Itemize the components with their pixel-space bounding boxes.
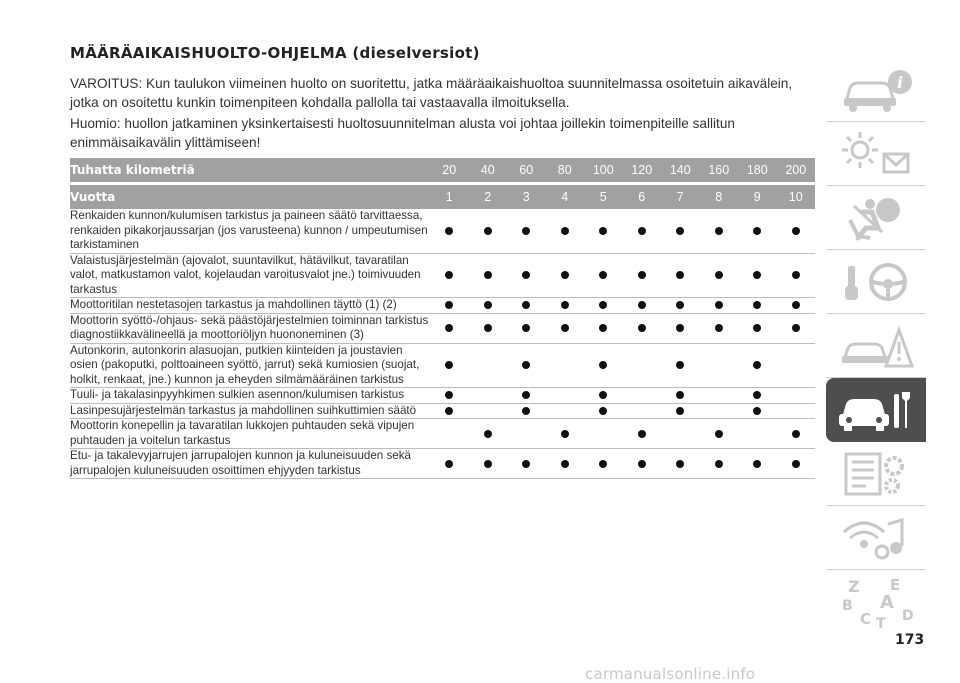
schedule-cell [700,419,739,449]
note-text: Huomio: huollon jatkaminen yksinkertaisesti huoltosuunnitelman alusta voi johtaa joillekin toimenpiteille sallitun enimmäisaikavälin ylittämiseen! [70,116,735,150]
schedule-cell [507,209,546,253]
schedule-cell [661,388,700,404]
schedule-cell [546,298,585,314]
table-row [70,209,815,253]
service-dot [522,324,530,332]
service-dot [599,391,607,399]
service-dot [522,460,530,468]
service-dot [445,361,453,369]
schedule-cell [623,449,662,479]
km-header-value: 200 [777,158,816,182]
schedule-cell [777,209,816,253]
table-row [70,343,815,388]
schedule-cell [738,298,777,314]
task-description: Moottorin konepellin ja tavaratilan lukkojen puhtauden sekä vipujen puhtauden ja voitelun tarkastus [70,419,430,449]
schedule-cell [623,419,662,449]
index-letter: C [860,610,872,628]
schedule-cell [430,343,469,388]
schedule-cell [469,449,508,479]
schedule-cell [700,403,739,419]
schedule-cell [469,209,508,253]
service-dot [753,460,761,468]
tab-starting-driving[interactable] [826,250,926,314]
task-description: Valaistusjärjestelmän (ajovalot, suuntavilkut, hätävilkut, tavaratilan valot, matkustamon valot, kojelaudan varoitusvalot jne.) toimivuuden tarkastus [70,253,430,298]
schedule-cell [777,298,816,314]
service-dot [676,271,684,279]
schedule-cell [700,298,739,314]
schedule-cell [469,313,508,343]
service-dot [676,361,684,369]
years-header-label: Vuotta [70,185,430,209]
schedule-cell [661,403,700,419]
service-dot [484,430,492,438]
schedule-cell [546,209,585,253]
schedule-cell [584,298,623,314]
schedule-cell [507,388,546,404]
service-dot [753,227,761,235]
schedule-cell [584,403,623,419]
task-description: Tuuli- ja takalasinpyyhkimen sulkien asennon/kulumisen tarkistus [70,388,430,404]
service-dot [522,391,530,399]
service-dot [676,407,684,415]
service-dot [561,324,569,332]
service-dot [792,301,800,309]
schedule-cell [469,388,508,404]
maintenance-schedule-table [70,158,815,479]
schedule-cell [777,343,816,388]
schedule-cell [507,403,546,419]
table-row [70,388,815,404]
years-header-value: 3 [507,185,546,209]
service-dot [561,301,569,309]
km-header-value: 160 [700,158,739,182]
schedule-cell [469,253,508,298]
service-dot [715,460,723,468]
schedule-cell [469,343,508,388]
schedule-cell [507,449,546,479]
table-row [70,449,815,479]
task-description: Moottoritilan nestetasojen tarkastus ja mahdollinen täyttö (1) (2) [70,298,430,314]
service-dot [676,227,684,235]
service-dot [561,430,569,438]
service-dot [753,407,761,415]
schedule-cell [777,449,816,479]
table-row [70,419,815,449]
schedule-cell [430,209,469,253]
tab-index[interactable] [826,570,926,634]
warning-text: VAROITUS: Kun taulukon viimeinen huolto on suoritettu, jatka määräaikaishuoltoa suunnitelmassa osoitetuin aikavälein, jotka on osoitettu kunkin toimenpiteen kohdalla pallolla tai vastaavalla ilmoituksella. [70,76,793,110]
schedule-cell [623,388,662,404]
schedule-cell [700,388,739,404]
schedule-cell [700,449,739,479]
service-dot [599,361,607,369]
km-header-value: 120 [623,158,662,182]
service-dot [676,460,684,468]
table-row [70,298,815,314]
service-dot [638,271,646,279]
service-dot [638,324,646,332]
task-description: Renkaiden kunnon/kulumisen tarkistus ja paineen säätö tarvittaessa, renkaiden pikakorjaussarjan (jos varusteena) kunnon / umpeutumisen tarkistaminen [70,209,430,253]
service-dot [753,324,761,332]
km-header-value: 180 [738,158,777,182]
service-dot [792,430,800,438]
service-dot [599,460,607,468]
schedule-cell [584,343,623,388]
schedule-cell [623,343,662,388]
tab-maintenance[interactable] [826,378,926,442]
service-dot [445,324,453,332]
km-header-value: 80 [546,158,585,182]
km-header-value: 20 [430,158,469,182]
schedule-cell [738,209,777,253]
schedule-cell [661,313,700,343]
tab-vehicle-info[interactable] [826,58,926,122]
schedule-cell [661,253,700,298]
years-header-value: 5 [584,185,623,209]
service-dot [484,271,492,279]
schedule-cell [738,403,777,419]
watermark: carmanualsonline.info [585,665,756,683]
schedule-cell [584,449,623,479]
years-header-value: 8 [700,185,739,209]
page-number: 173 [895,632,925,648]
service-dot [715,301,723,309]
service-dot [599,227,607,235]
table-row [70,313,815,343]
service-dot [599,301,607,309]
car-service-tools-icon [836,384,916,436]
table-row [70,253,815,298]
years-header-value: 1 [430,185,469,209]
service-dot [753,301,761,309]
tab-technical-data[interactable] [826,442,926,506]
service-dot [638,227,646,235]
schedule-cell [469,298,508,314]
schedule-cell [623,403,662,419]
years-header-value: 7 [661,185,700,209]
service-dot [792,227,800,235]
schedule-cell [584,253,623,298]
car-info-icon [836,64,916,116]
schedule-cell [430,403,469,419]
service-dot [561,460,569,468]
service-dot [753,391,761,399]
multimedia-icon [836,512,916,564]
service-dot [445,271,453,279]
schedule-cell [623,298,662,314]
service-dot [599,271,607,279]
task-description: Moottorin syöttö-/ohjaus- sekä päästöjärjestelmien toiminnan tarkistus diagnostiikkavälineellä ja moottoriöljyn huononeminen (3) [70,313,429,341]
key-steering-wheel-icon [836,256,916,308]
schedule-cell [738,388,777,404]
airbag-safety-icon [836,192,916,244]
service-dot [792,324,800,332]
service-dot [599,324,607,332]
schedule-cell [430,253,469,298]
service-dot [522,361,530,369]
service-dot [715,324,723,332]
service-dot [445,227,453,235]
schedule-cell [430,298,469,314]
service-dot [715,271,723,279]
service-dot [522,301,530,309]
schedule-cell [623,313,662,343]
index-letter: A [880,592,894,613]
schedule-cell [661,449,700,479]
service-dot [753,361,761,369]
schedule-cell [546,449,585,479]
schedule-cell [546,253,585,298]
service-dot [715,227,723,235]
km-header-value: 100 [584,158,623,182]
years-header-value: 10 [777,185,816,209]
chapter-sidebar [826,58,926,628]
km-header-value: 60 [507,158,546,182]
task-description: Etu- ja takalevyjarrujen jarrupalojen kunnon ja kuluneisuuden sekä jarrupalojen kuluneisuuden osoittimen ehjyyden tarkistus [70,449,430,479]
schedule-cell [546,388,585,404]
service-dot [676,301,684,309]
task-description: Lasinpesujärjestelmän tarkastus ja mahdollinen suihkuttimien säätö [70,403,430,419]
years-header-value: 6 [623,185,662,209]
schedule-cell [507,343,546,388]
schedule-cell [700,313,739,343]
schedule-cell [777,313,816,343]
schedule-cell [700,209,739,253]
schedule-cell [546,343,585,388]
service-dot [522,407,530,415]
tab-warning-lights[interactable] [826,122,926,186]
schedule-cell [738,343,777,388]
service-dot [522,271,530,279]
service-dot [445,460,453,468]
schedule-cell [430,449,469,479]
task-description: Autonkorin, autonkorin alasuojan, putkien kiinteiden ja joustavien osien (pakoputki, polttoaineen syöttö, jarrut) sekä kumiosien (suojat, holkit, renkaat, jne.) kunnon ja eheyden silmämääräinen tarkistus [70,343,430,388]
km-header-label: Tuhatta kilometriä [70,158,430,182]
years-header-value: 4 [546,185,585,209]
table-row [70,403,815,419]
service-dot [599,407,607,415]
schedule-cell [469,419,508,449]
breakdown-icon [836,320,916,372]
service-dot [638,301,646,309]
schedule-cell [661,209,700,253]
service-dot [484,324,492,332]
service-dot [561,227,569,235]
schedule-cell [507,253,546,298]
km-header-row [70,158,815,182]
schedule-cell [738,253,777,298]
tab-multimedia[interactable] [826,506,926,570]
years-header-row [70,185,815,209]
service-dot [753,271,761,279]
tab-emergencies[interactable] [826,314,926,378]
schedule-cell [430,419,469,449]
service-dot [445,391,453,399]
index-letter: E [890,576,901,594]
schedule-cell [546,419,585,449]
schedule-cell [546,403,585,419]
schedule-cell [738,313,777,343]
service-dot [715,430,723,438]
schedule-cell [777,388,816,404]
schedule-cell [507,313,546,343]
service-dot [445,407,453,415]
schedule-cell [661,419,700,449]
km-header-value: 40 [469,158,508,182]
page-title: MÄÄRÄAIKAISHUOLTO-OHJELMA (dieselversiot) [70,44,480,62]
schedule-cell [430,388,469,404]
alphabetical-index-icon [836,576,916,628]
schedule-cell [469,403,508,419]
schedule-cell [623,209,662,253]
schedule-cell [584,313,623,343]
schedule-cell [507,419,546,449]
schedule-cell [738,419,777,449]
km-header-value: 140 [661,158,700,182]
service-dot [561,271,569,279]
schedule-cell [584,388,623,404]
schedule-cell [777,419,816,449]
service-dot [484,301,492,309]
service-dot [792,271,800,279]
years-header-value: 2 [469,185,508,209]
index-letter: Z [848,577,860,596]
service-dot [676,391,684,399]
schedule-cell [661,343,700,388]
schedule-cell [507,298,546,314]
tab-safety[interactable] [826,186,926,250]
service-dot [638,430,646,438]
service-dot [484,460,492,468]
schedule-cell [738,449,777,479]
svg-text:i: i [897,73,904,92]
service-dot [522,227,530,235]
service-dot [484,227,492,235]
technical-data-icon [836,448,916,500]
schedule-cell [661,298,700,314]
schedule-cell [700,253,739,298]
service-dot [445,301,453,309]
schedule-cell [777,403,816,419]
index-letter: T [876,616,886,628]
schedule-cell [430,313,469,343]
index-letter: D [902,608,914,624]
schedule-cell [777,253,816,298]
index-letter: B [842,598,853,614]
years-header-value: 9 [738,185,777,209]
schedule-cell [546,313,585,343]
schedule-cell [584,419,623,449]
service-dot [638,460,646,468]
schedule-cell [700,343,739,388]
schedule-cell [623,253,662,298]
schedule-cell [584,209,623,253]
service-dot [676,324,684,332]
service-dot [792,460,800,468]
warning-lights-icon [836,128,916,180]
